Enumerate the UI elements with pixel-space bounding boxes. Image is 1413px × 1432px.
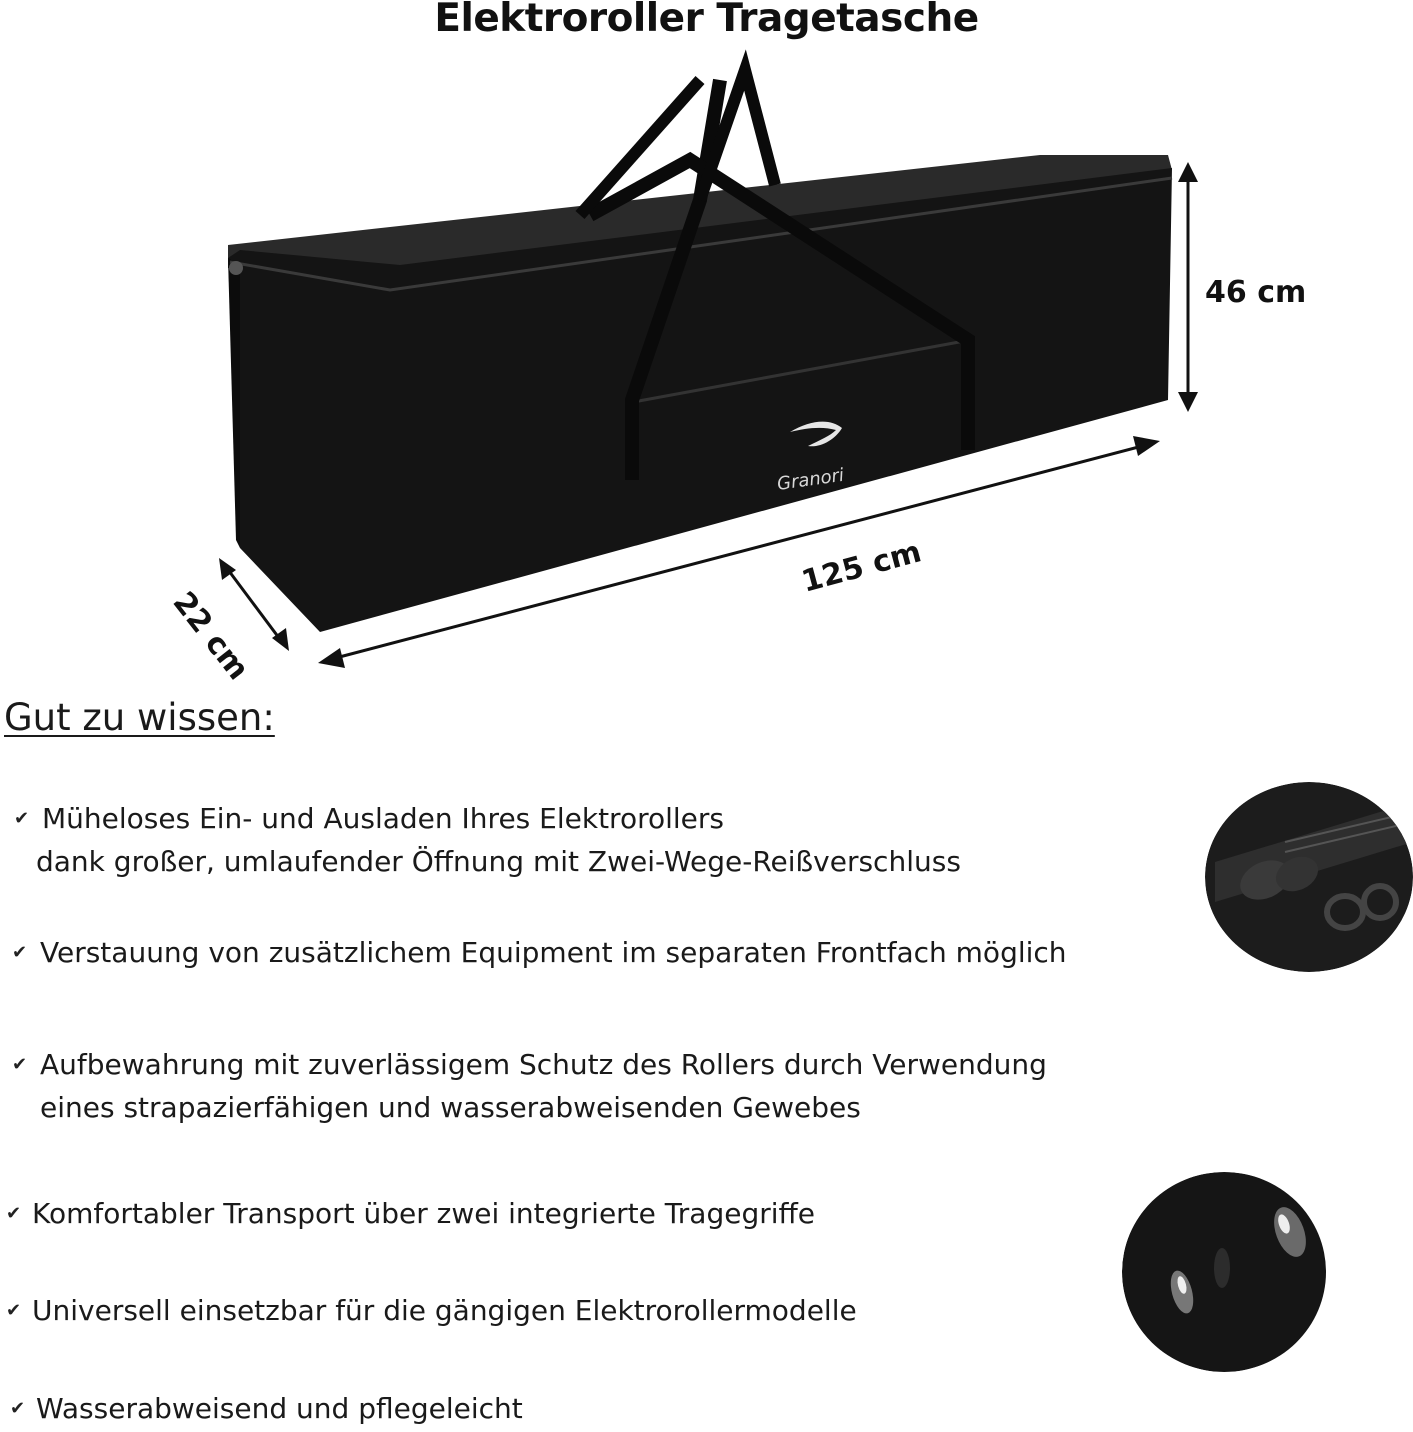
- brand-logo: Granori: [775, 464, 846, 495]
- feature-text: Müheloses Ein- und Ausladen Ihres Elektrorollers: [42, 802, 724, 835]
- check-icon: ✔: [6, 1203, 22, 1224]
- feature-text: Komfortabler Transport über zwei integrierte Tragegriffe: [32, 1197, 816, 1230]
- feature-text: Verstauung von zusätzlichem Equipment im separaten Frontfach möglich: [40, 936, 1067, 969]
- check-icon: ✔: [12, 942, 28, 963]
- fabric-detail-image: [1122, 1172, 1327, 1372]
- depth-label: 22 cm: [165, 585, 256, 687]
- product-image: [0, 0, 1413, 700]
- height-arrow: [1178, 162, 1198, 412]
- length-label: 125 cm: [798, 534, 926, 600]
- check-icon: ✔: [10, 1398, 26, 1419]
- zipper-detail-image: [1205, 782, 1413, 972]
- feature-text: Aufbewahrung mit zuverlässigem Schutz des Rollers durch Verwendung: [40, 1048, 1047, 1081]
- feature-text: Wasserabweisend und pflegeleicht: [36, 1392, 523, 1425]
- check-icon: ✔: [12, 1054, 28, 1075]
- page-title: Elektroroller Tragetasche: [434, 0, 979, 41]
- feature-item: [12, 931, 1067, 974]
- section-heading: Gut zu wissen:: [4, 696, 275, 739]
- height-label: 46 cm: [1205, 275, 1307, 310]
- bag-image: [228, 70, 1172, 632]
- feature-item: [12, 1043, 1047, 1129]
- feature-text: eines strapazierfähigen und wasserabweisenden Gewebes: [40, 1091, 861, 1124]
- feature-text: Universell einsetzbar für die gängigen Elektrorollermodelle: [32, 1294, 857, 1327]
- feature-text: dank großer, umlaufender Öffnung mit Zwei-Wege-Reißverschluss: [36, 845, 961, 878]
- check-icon: ✔: [6, 1300, 22, 1321]
- feature-item: [10, 1387, 523, 1430]
- feature-item: [6, 1192, 815, 1235]
- feature-item: [14, 797, 961, 883]
- check-icon: ✔: [14, 808, 30, 829]
- feature-item: [6, 1289, 857, 1332]
